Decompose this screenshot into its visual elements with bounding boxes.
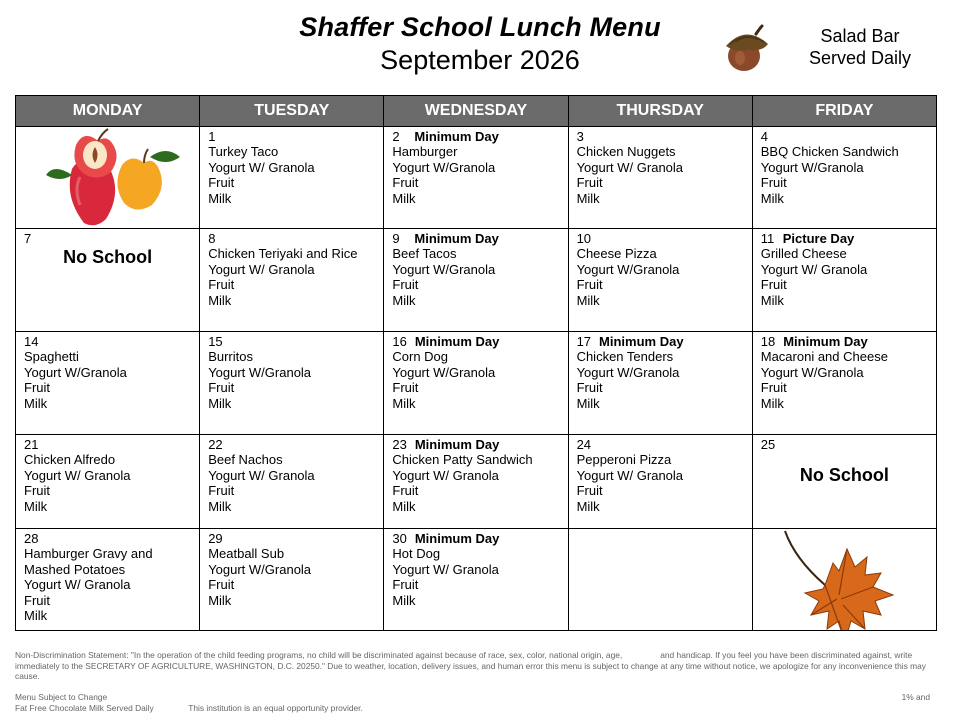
day-number: 7 [24,231,32,246]
day-number: 22 [208,437,223,452]
menu-item: Fruit [392,483,419,499]
apples-icon [40,127,180,227]
day-cell [200,529,384,631]
day-number: 3 [576,129,584,144]
menu-item: Hamburger Gravy and [24,546,153,562]
menu-item: BBQ Chicken Sandwich [760,144,899,160]
day-header-line [577,129,744,144]
non-discrimination-statement [15,650,935,682]
menu-item: Fruit [760,175,787,191]
menu-item: Fruit [208,175,235,191]
week-row [16,332,937,435]
menu-item: Milk [208,592,232,608]
menu-item: Fruit [24,483,50,499]
one-percent-note: 1% and [901,692,930,702]
menu-item: Turkey Taco [208,144,279,160]
menu-item: Yogurt W/ Granola [576,467,684,483]
day-number: 24 [576,437,592,452]
day-cell [752,529,936,631]
no-school-label: No School [63,247,153,268]
menu-item: Milk [24,498,48,514]
menu-item: Milk [576,395,600,411]
menu-item: Yogurt W/Granola [392,159,496,175]
menu-item: Milk [24,608,48,624]
day-number: 29 [208,531,223,546]
menu-item: Milk [392,190,416,206]
menu-item: Burritos [208,349,253,365]
menu-item: Yogurt W/Granola [208,364,312,380]
day-cell [752,127,936,229]
menu-item: Fruit [208,577,235,593]
menu-item: Macaroni and Cheese [760,349,888,365]
page-title: Shaffer School Lunch Menu [299,12,661,42]
weekday-header: FRIDAY [752,96,936,127]
menu-item: Yogurt W/ Granola [392,467,499,483]
day-cell [16,435,200,529]
equal-opportunity-note: This institution is an equal opportunity provider. [188,703,363,713]
menu-calendar [15,95,937,631]
menu-item: Yogurt W/Granola [760,364,864,380]
day-cell [200,127,384,229]
day-header-line [24,231,191,246]
day-cell [568,332,752,435]
day-header-line [392,231,559,246]
day-header-line [208,129,375,144]
menu-item: Milk [576,190,600,206]
day-cell [568,127,752,229]
menu-item: Pepperoni Pizza [576,452,672,468]
menu-item: Fruit [392,175,419,191]
day-cell [384,529,568,631]
day-cell [384,127,568,229]
menu-item: Hot Dog [392,546,441,562]
menu-item: Milk [760,395,784,411]
menu-item: Yogurt W/Granola [392,364,496,380]
day-cell [384,435,568,529]
day-note: Minimum Day [414,129,499,144]
week-row [16,229,937,332]
day-header-line [208,231,375,246]
menu-item: Chicken Patty Sandwich [392,452,533,468]
menu-item: Cheese Pizza [576,246,657,262]
menu-subject-to-change: Menu Subject to Change [15,692,108,702]
weekday-header: TUESDAY [200,96,384,127]
day-note: Picture Day [782,231,855,246]
day-header-line [761,437,928,452]
day-number: 1 [208,129,216,144]
menu-item: Fruit [392,380,419,396]
salad-bar-line2: Served Daily [808,48,912,68]
day-note: Minimum Day [414,437,500,452]
menu-item: Corn Dog [392,349,449,365]
menu-item: Yogurt W/ Granola [760,261,868,277]
menu-item: Fruit [208,380,235,396]
menu-item: Milk [392,498,416,514]
day-header-line [761,334,928,349]
day-number: 10 [576,231,592,246]
menu-item: Yogurt W/Granola [24,364,127,380]
day-header-line [208,437,375,452]
menu-item: Yogurt W/Granola [392,261,496,277]
day-cell [200,229,384,332]
menu-item: Fruit [208,277,235,293]
day-cell [752,435,936,529]
day-cell [200,435,384,529]
day-number: 23 [392,437,407,452]
weekday-header-row [16,96,937,127]
day-header-line [761,231,928,246]
menu-item: Spaghetti [24,349,79,365]
no-school-label: No School [799,465,889,486]
day-number: 28 [24,531,39,546]
day-number: 9 [392,231,400,246]
day-cell [384,332,568,435]
menu-item: Fruit [208,483,235,499]
day-cell [568,229,752,332]
day-cell [752,229,936,332]
day-header-line [577,231,744,246]
menu-item: Milk [576,498,600,514]
weekday-header: WEDNESDAY [384,96,568,127]
menu-item: Fruit [760,380,787,396]
menu-item: Yogurt W/ Granola [24,577,131,593]
statement-part-b: and handicap. If you feel you have been discriminated against, write immediately to the SECRETARY OF AGRICULTURE, WASHINGTON, D.C. 20250." Due to weather, location, delivery issues, and human error this menu is subject to change at any time without notice, we apologize for any inconvenience this may cause. [15,650,926,682]
page-subtitle: September 2026 [380,45,580,75]
day-cell [568,435,752,529]
day-cell [16,529,200,631]
menu-item: Chicken Tenders [576,349,674,365]
day-note: Minimum Day [783,334,868,349]
weekday-header: MONDAY [16,96,200,127]
day-cell [16,127,200,229]
day-number: 16 [392,334,407,349]
menu-item: Yogurt W/Granola [576,364,680,380]
day-number: 15 [208,334,223,349]
day-cell [200,332,384,435]
day-header-line [577,437,744,452]
day-number: 11 [760,231,775,246]
menu-item: Fruit [576,175,603,191]
menu-item: Hamburger [392,144,458,160]
day-number: 25 [760,437,776,452]
day-number: 8 [208,231,216,246]
day-header-line [392,129,559,144]
day-header-line [24,334,191,349]
day-header-line [208,334,375,349]
day-cell [16,332,200,435]
menu-item: Mashed Potatoes [24,561,126,577]
menu-item: Fruit [576,277,603,293]
menu-item: Yogurt W/ Granola [392,561,499,577]
menu-item: Yogurt W/ Granola [24,467,131,483]
weekday-header: THURSDAY [568,96,752,127]
day-header-line [761,129,928,144]
day-cell [16,229,200,332]
day-number: 17 [576,334,592,349]
menu-item: Milk [392,292,416,308]
week-row [16,127,937,229]
menu-item: Yogurt W/Granola [208,561,312,577]
week-row [16,435,937,529]
menu-item: Yogurt W/Granola [576,261,680,277]
day-number: 14 [24,334,39,349]
day-header-line [577,334,744,349]
day-header-line [392,531,559,546]
menu-item: Chicken Nuggets [576,144,676,160]
menu-item: Fruit [392,277,419,293]
day-header-line [392,437,559,452]
menu-item: Grilled Cheese [760,246,847,262]
menu-item: Milk [576,292,600,308]
menu-item: Chicken Teriyaki and Rice [208,246,358,262]
menu-item: Milk [392,395,416,411]
day-note: Minimum Day [599,334,684,349]
day-header-line [24,437,191,452]
day-cell [568,529,752,631]
week-row [16,529,937,631]
day-note: Minimum Day [414,334,500,349]
menu-item: Meatball Sub [208,546,285,562]
menu-item: Milk [208,292,232,308]
day-note: Minimum Day [414,531,500,546]
menu-item: Milk [760,292,784,308]
menu-item: Yogurt W/Granola [760,159,864,175]
day-header-line [24,531,191,546]
menu-item: Fruit [24,380,50,396]
day-number: 21 [24,437,39,452]
menu-item: Yogurt W/ Granola [576,159,684,175]
menu-item: Fruit [24,592,50,608]
day-header-line [392,334,559,349]
menu-item: Milk [760,190,784,206]
milk-note: Fat Free Chocolate Milk Served Daily [15,703,154,713]
statement-part-a: Non-Discrimination Statement: "In the operation of the child feeding programs, no child will be discriminated against because of race, sex, color, national origin, age, [15,650,623,660]
menu-item: Fruit [576,483,603,499]
acorn-icon [722,24,772,74]
menu-item: Fruit [576,380,603,396]
menu-item: Chicken Alfredo [24,452,116,468]
menu-item: Milk [24,395,48,411]
menu-item: Milk [208,498,232,514]
menu-item: Yogurt W/ Granola [208,159,315,175]
salad-bar-line1: Salad Bar [820,26,900,46]
menu-item: Milk [392,592,416,608]
day-number: 30 [392,531,407,546]
menu-item: Beef Tacos [392,246,457,262]
menu-item: Milk [208,395,232,411]
menu-item: Milk [208,190,232,206]
menu-item: Beef Nachos [208,452,283,468]
day-number: 18 [760,334,776,349]
menu-item: Fruit [392,577,419,593]
menu-item: Yogurt W/ Granola [208,261,315,277]
milk-and-equal-opportunity [15,703,935,714]
day-number: 2 [392,129,400,144]
menu-item: Fruit [760,277,787,293]
day-note: Minimum Day [414,231,499,246]
day-cell [384,229,568,332]
day-header-line [208,531,375,546]
salad-bar-note [790,25,930,69]
menu-item: Yogurt W/ Granola [208,467,315,483]
day-number: 4 [760,129,768,144]
maple-leaf-icon [781,529,911,631]
day-cell [752,332,936,435]
